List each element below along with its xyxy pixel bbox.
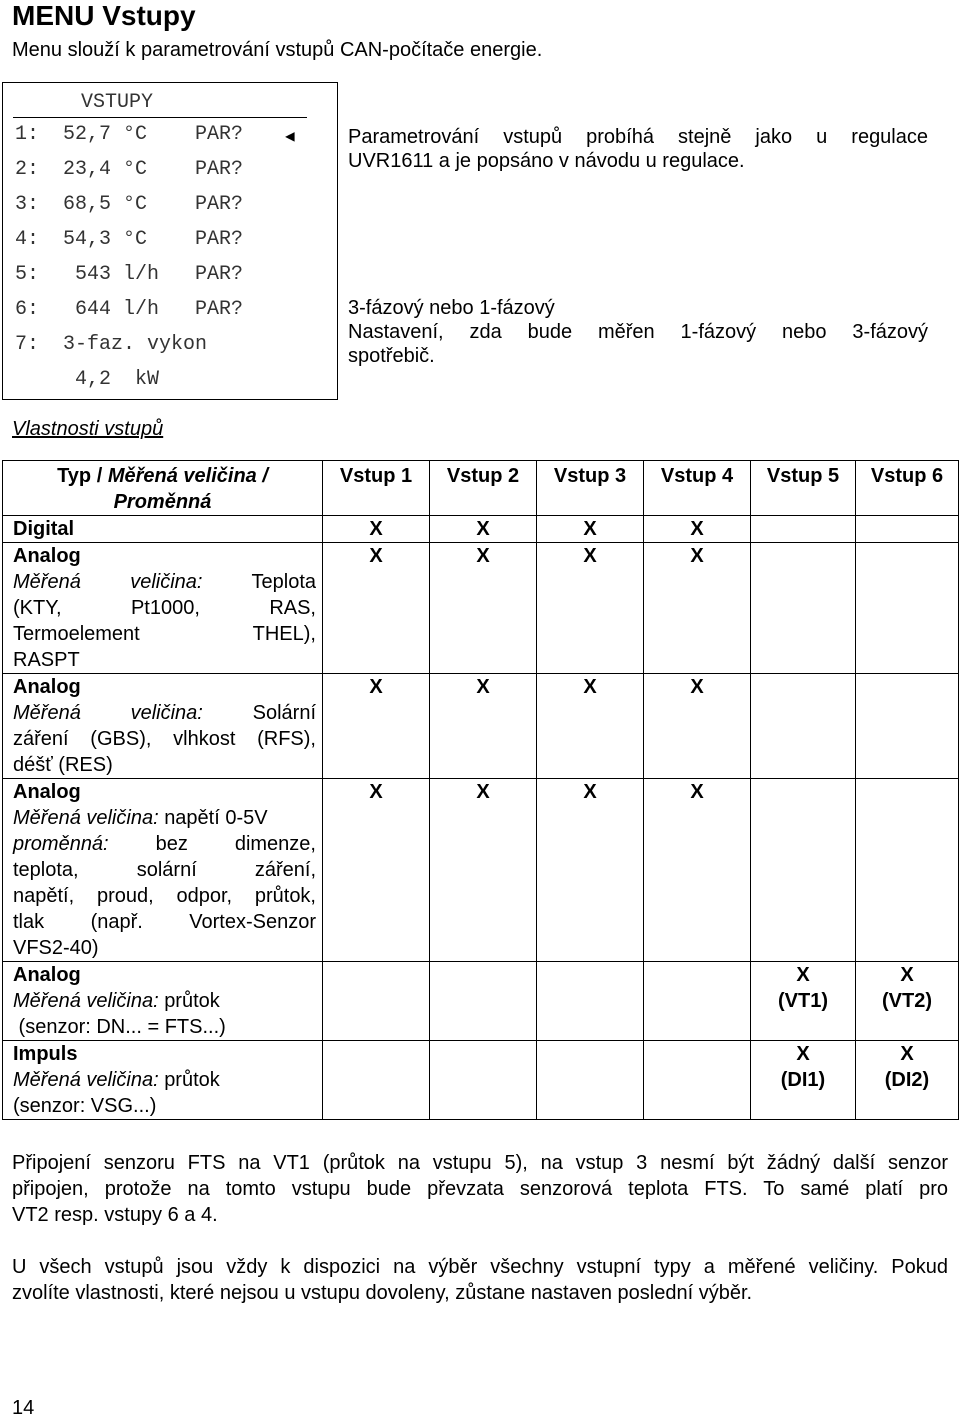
description-text: průtok bbox=[164, 990, 220, 1012]
mark-subtitle: (VT2) bbox=[882, 990, 932, 1012]
selection-note-paragraph bbox=[12, 1254, 948, 1306]
mark-subtitle: (VT1) bbox=[778, 990, 828, 1012]
mark-cell bbox=[856, 674, 959, 779]
mark-cell bbox=[856, 1041, 959, 1120]
mark-cell bbox=[430, 1041, 537, 1120]
type-cell bbox=[3, 674, 323, 779]
type-name: Digital bbox=[13, 518, 75, 540]
display-title-underline bbox=[13, 117, 307, 118]
paragraph-line: Připojení senzoru FTS na VT1 (průtok na vstupu 5), na vstup 3 nesmí být žádný další senzor bbox=[12, 1152, 948, 1174]
mark-cell bbox=[644, 962, 751, 1041]
mark-cell: X bbox=[537, 516, 644, 543]
mark-cell: X bbox=[323, 516, 430, 543]
mark-cell bbox=[323, 1041, 430, 1120]
mark-cell: X bbox=[644, 779, 751, 962]
page-title: MENU Vstupy bbox=[12, 0, 196, 31]
mark-cell: X bbox=[430, 674, 537, 779]
mark-cell bbox=[537, 962, 644, 1041]
description-line: RASPT bbox=[13, 649, 80, 671]
typ-label: Typ bbox=[57, 465, 92, 487]
description-line: (KTY, Pt1000, RAS, bbox=[13, 597, 316, 619]
description-line bbox=[13, 831, 316, 857]
mark-cell bbox=[856, 516, 959, 543]
page-number: 14 bbox=[12, 1397, 35, 1419]
table-header-row bbox=[3, 461, 959, 516]
table-row bbox=[3, 516, 959, 543]
description-line: déšť (RES) bbox=[13, 754, 113, 776]
paragraph-line: Nastavení, zda bude měřen 1-fázový nebo 3-fázový bbox=[348, 321, 928, 343]
paragraph-line: VT2 resp. vstupy 6 a 4. bbox=[12, 1204, 218, 1226]
description-text: Teplota bbox=[251, 571, 316, 593]
inputs-properties-table bbox=[2, 460, 959, 1120]
mark-cell bbox=[856, 962, 959, 1041]
phase-heading: 3-fázový nebo 1-fázový bbox=[348, 297, 555, 319]
type-name: Analog bbox=[13, 781, 81, 803]
column-header: Vstup 4 bbox=[644, 461, 751, 516]
description-text: napětí 0-5V bbox=[164, 807, 268, 829]
mark-cell: X bbox=[644, 516, 751, 543]
column-header: Vstup 1 bbox=[323, 461, 430, 516]
mark-cell bbox=[751, 674, 856, 779]
display-title: VSTUPY bbox=[81, 91, 154, 114]
mark-cell: X bbox=[323, 674, 430, 779]
description-line: záření (GBS), vlhkost (RFS), bbox=[13, 728, 316, 750]
mark-cell: X bbox=[430, 543, 537, 674]
description-line bbox=[13, 805, 316, 831]
display-line: 1: 52,7 °C PAR? bbox=[15, 123, 244, 146]
description-label: Měřená veličina: bbox=[13, 571, 203, 593]
description-line: teplota, solární záření, bbox=[13, 859, 316, 881]
type-name: Analog bbox=[13, 676, 81, 698]
mark-cell bbox=[430, 962, 537, 1041]
paragraph-line: připojen, protože na tomto vstupu bude převzata senzorová teplota FTS. To samé platí pro bbox=[12, 1178, 948, 1200]
measured-quantity-label: Měřená veličina / bbox=[107, 465, 268, 487]
mark-cell: X bbox=[644, 674, 751, 779]
description-line: napětí, proud, odpor, průtok, bbox=[13, 885, 316, 907]
type-name: Analog bbox=[13, 545, 81, 567]
mark-cell: X bbox=[430, 516, 537, 543]
mark-cell: X bbox=[430, 779, 537, 962]
column-header: Vstup 2 bbox=[430, 461, 537, 516]
mark-cell bbox=[751, 1041, 856, 1120]
mark-cell bbox=[751, 779, 856, 962]
type-cell bbox=[3, 962, 323, 1041]
mark-cell bbox=[856, 779, 959, 962]
table-row bbox=[3, 674, 959, 779]
description-label: proměnná: bbox=[13, 833, 109, 855]
mark-cell bbox=[751, 962, 856, 1041]
type-name: Analog bbox=[13, 964, 81, 986]
description-text: bez dimenze, bbox=[155, 833, 316, 855]
description-line: (senzor: DN... = FTS...) bbox=[13, 1016, 226, 1038]
intro-text: Menu slouží k parametrování vstupů CAN-počítače energie. bbox=[12, 39, 543, 61]
mark-subtitle: (DI2) bbox=[884, 1069, 930, 1091]
type-cell bbox=[3, 543, 323, 674]
description-line bbox=[13, 700, 316, 726]
paragraph-line: Parametrování vstupů probíhá stejně jako u regulace bbox=[348, 126, 928, 148]
description-label: Měřená veličina: bbox=[13, 1069, 159, 1091]
phase-setting-paragraph bbox=[348, 296, 928, 368]
type-cell bbox=[3, 516, 323, 543]
fts-note-paragraph bbox=[12, 1150, 948, 1228]
column-header: Vstup 3 bbox=[537, 461, 644, 516]
left-pointing-triangle-icon: ◀ bbox=[285, 128, 295, 146]
description-line bbox=[13, 988, 316, 1014]
description-line: tlak (např. Vortex-Senzor bbox=[13, 911, 316, 933]
mark-subtitle: (DI1) bbox=[780, 1069, 826, 1091]
type-name: Impuls bbox=[13, 1043, 78, 1065]
display-line: 5: 543 l/h PAR? bbox=[15, 263, 244, 286]
mark-cell: X bbox=[323, 543, 430, 674]
description-line: (senzor: VSG...) bbox=[13, 1095, 157, 1117]
description-line: VFS2-40) bbox=[13, 937, 99, 959]
column-header: Vstup 6 bbox=[856, 461, 959, 516]
mark-cell bbox=[323, 962, 430, 1041]
table-row bbox=[3, 543, 959, 674]
mark-cell: X bbox=[644, 543, 751, 674]
mark-cell bbox=[856, 543, 959, 674]
description-label: Měřená veličina: bbox=[13, 990, 159, 1012]
paragraph-line: spotřebič. bbox=[348, 345, 435, 367]
table-row bbox=[3, 779, 959, 962]
table-row bbox=[3, 1041, 959, 1120]
device-display bbox=[2, 82, 338, 400]
display-line: 4,2 kW bbox=[15, 368, 160, 391]
mark-cell bbox=[537, 1041, 644, 1120]
description-line bbox=[13, 569, 316, 595]
type-column-header bbox=[3, 461, 323, 516]
type-cell bbox=[3, 779, 323, 962]
paragraph-line: UVR1611 a je popsáno v návodu u regulace. bbox=[348, 150, 745, 172]
mark: X bbox=[796, 964, 810, 986]
mark-cell bbox=[751, 516, 856, 543]
mark: X bbox=[796, 1043, 810, 1065]
parametrization-paragraph bbox=[348, 125, 928, 173]
description-label: Měřená veličina: bbox=[13, 807, 159, 829]
paragraph-line: U všech vstupů jsou vždy k dispozici na výběr všechny vstupní typy a měřené veličiny. Pokud bbox=[12, 1256, 948, 1278]
section-heading: Vlastnosti vstupů bbox=[12, 418, 164, 440]
type-cell bbox=[3, 1041, 323, 1120]
table-row bbox=[3, 962, 959, 1041]
display-line: 4: 54,3 °C PAR? bbox=[15, 228, 244, 251]
column-header: Vstup 5 bbox=[751, 461, 856, 516]
description-label: Měřená veličina: bbox=[13, 702, 203, 724]
mark-cell: X bbox=[537, 779, 644, 962]
description-text: Solární bbox=[252, 702, 316, 724]
variable-label: Proměnná bbox=[113, 491, 212, 513]
mark-cell: X bbox=[323, 779, 430, 962]
mark-cell bbox=[644, 1041, 751, 1120]
separator: / bbox=[91, 465, 108, 487]
display-line: 3: 68,5 °C PAR? bbox=[15, 193, 244, 216]
description-text: průtok bbox=[164, 1069, 220, 1091]
display-line: 7: 3-faz. vykon bbox=[15, 333, 208, 356]
description-line: Termoelement THEL), bbox=[13, 623, 316, 645]
mark-cell bbox=[751, 543, 856, 674]
paragraph-line: zvolíte vlastnosti, které nejsou u vstupu dovoleny, zůstane nastaven poslední výběr. bbox=[12, 1282, 753, 1304]
display-line: 6: 644 l/h PAR? bbox=[15, 298, 244, 321]
mark-cell: X bbox=[537, 674, 644, 779]
mark: X bbox=[900, 1043, 914, 1065]
display-line: 2: 23,4 °C PAR? bbox=[15, 158, 244, 181]
description-line bbox=[13, 1067, 316, 1093]
mark: X bbox=[900, 964, 914, 986]
mark-cell: X bbox=[537, 543, 644, 674]
